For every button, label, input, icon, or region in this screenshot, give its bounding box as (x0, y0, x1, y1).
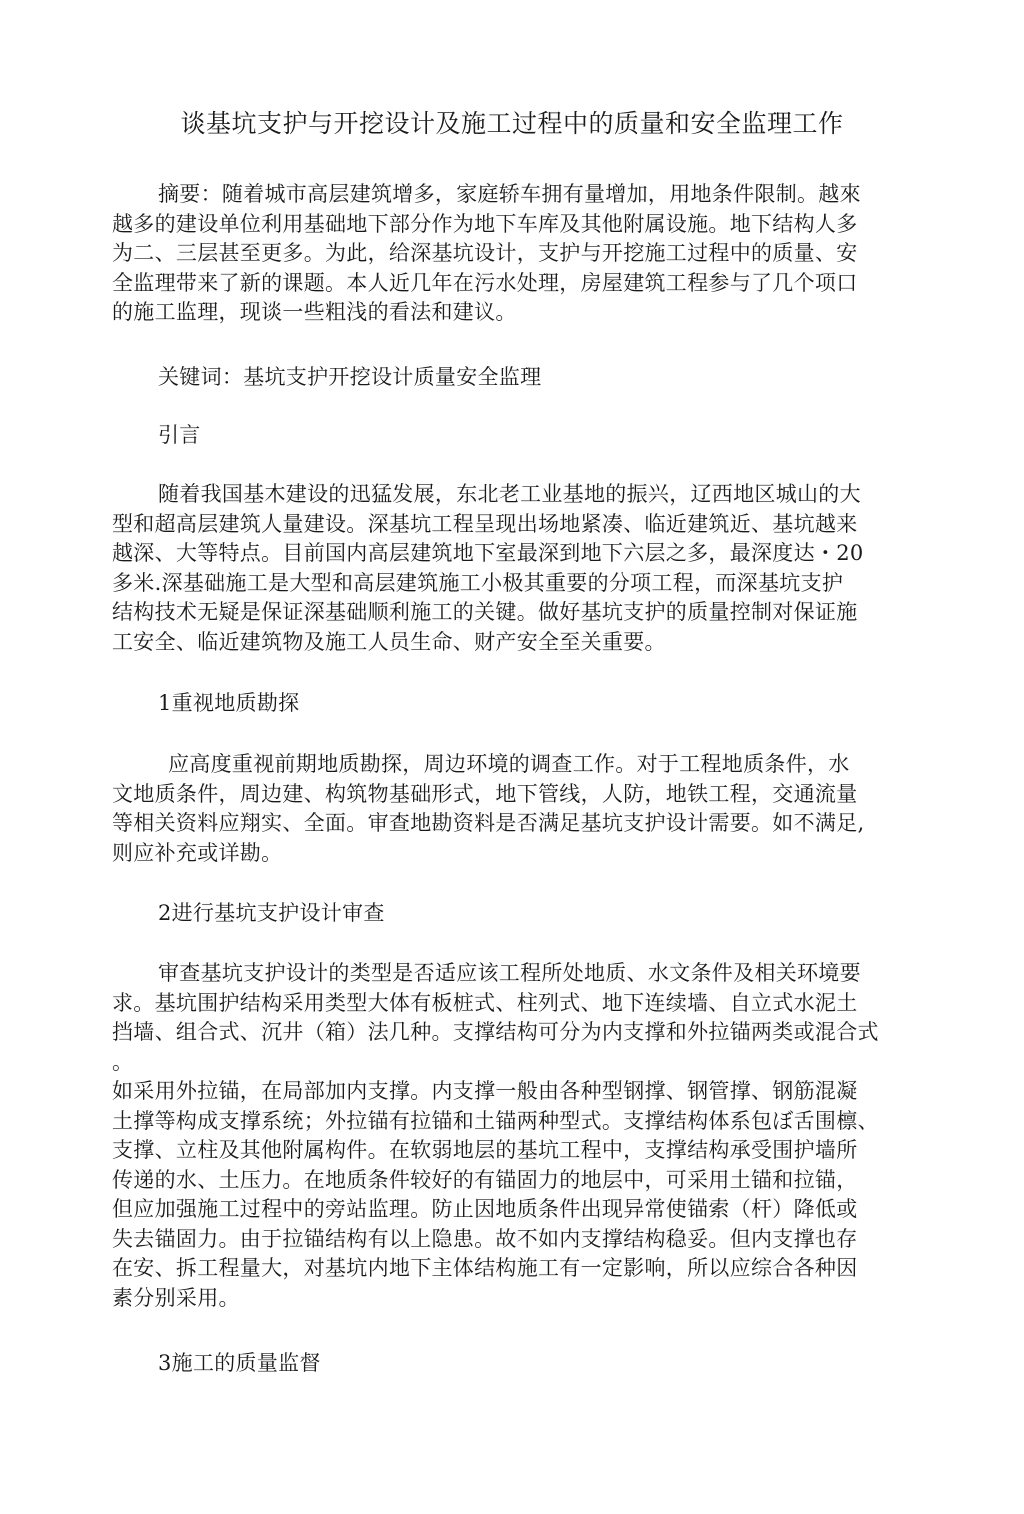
section2-line: 但应加强施工过程中的旁站监理。防止因地质条件出现异常使锚索（杆）降低或 (112, 1197, 858, 1221)
section2-line: 素分别采用。 (112, 1285, 240, 1310)
section2-line: 失去锚固力。由于拉锚结构有以上隐患。故不如内支撑结构稳妥。但内支撑也存 (112, 1226, 858, 1251)
intro-heading: 引言 (158, 423, 201, 447)
abstract-line: 为二、三层甚至更多。为此，给深基坑设计，支护与开挖施工过程中的质量、安 (112, 241, 858, 265)
section2-line: 挡墙、组合式、沉井（箱）法几种。支撑结构可分为内支撑和外拉锚两类或混合式 (112, 1020, 879, 1044)
section2-heading: 2进行基坑支护设计审查 (158, 901, 385, 925)
section2-line: 审查基坑支护设计的类型是否适应该工程所处地质、水文条件及相关环境要 (158, 961, 861, 985)
section2-line: 在安、拆工程量大，对基坑内地下主体结构施工有一定影响，所以应综合各种因 (112, 1256, 858, 1280)
section2-line: 如采用外拉锚，在局部加内支撑。内支撑一般由各种型钢撑、钢管撑、钢筋混凝 (112, 1079, 858, 1103)
section1-line: 文地质条件，周边建、构筑物基础形式，地下管线，人防，地铁工程，交通流量 (112, 781, 858, 806)
intro-line: 结构技术无疑是保证深基础顺利施工的关键。做好基坑支护的质量控制对保证施 (112, 600, 858, 624)
abstract-paragraph (112, 180, 910, 328)
intro-paragraph (112, 480, 910, 657)
intro-line: 型和超高层建筑人量建设。深基坑工程呈现出场地紧凑、临近建筑近、基坑越来 (112, 511, 858, 536)
intro-line: 多米.深基础施工是大型和高层建筑施工小极其重要的分项工程，而深基坑支护 (112, 570, 844, 595)
section2-line: 。 (112, 1049, 134, 1074)
abstract-line: 的施工监理，现谈一些粗浅的看法和建议。 (112, 300, 517, 324)
section2-line: 传递的水、土压力。在地质条件较好的有锚固力的地层中，可采用土锚和拉锚， (112, 1167, 858, 1192)
abstract-line: 全监理带来了新的课题。本人近几年在污水处理，房屋建筑工程参与了几个项口 (112, 270, 858, 295)
section2-line: 求。基坑围护结构采用类型大体有板桩式、柱列式、地下连续墙、自立式水泥土 (112, 990, 858, 1015)
section1-paragraph (112, 750, 910, 868)
document-title: 谈基坑支护与开挖设计及施工过程中的质量和安全监理工作 (180, 109, 844, 138)
intro-line: 工安全、临近建筑物及施工人员生命、财产安全至关重要。 (112, 629, 666, 654)
section2-paragraph (112, 959, 910, 1313)
intro-line: 越深、大等特点。目前国内高层建筑地下室最深到地下六层之多，最深度达・20 (112, 541, 864, 565)
abstract-line: 越多的建设单位利用基础地下部分作为地下车库及其他附属设施。地下结构人多 (112, 211, 858, 236)
section2-line: 支撑、立柱及其他附属构件。在软弱地层的基坑工程中，支撑结构承受围护墙所 (112, 1138, 858, 1162)
intro-line: 随着我国基木建设的迅猛发展，东北老工业基地的振兴，辽西地区城山的大 (158, 482, 861, 506)
section1-heading: 1重视地质勘探 (158, 691, 300, 715)
section2-line: 土撑等构成支撑系统；外拉锚有拉锚和土锚两种型式。支撑结构体系包ぼ舌围檩、 (112, 1108, 879, 1133)
section3-heading: 3施工的质量监督 (158, 1351, 321, 1375)
abstract-line: 摘要：随着城市高层建筑增多，家庭轿车拥有量增加，用地条件限制。越來 (158, 182, 861, 206)
keywords-line: 关键词：基坑支护开挖设计质量安全监理 (158, 365, 542, 389)
section1-line: 应高度重视前期地质勘探，周边环境的调查工作。对于工程地质条件，水 (168, 752, 850, 776)
section1-line: 则应补充或详勘。 (112, 840, 283, 865)
section1-line: 等相关资料应翔实、全面。审查地勘资料是否满足基坑支护设计需要。如不满足, (112, 811, 865, 835)
